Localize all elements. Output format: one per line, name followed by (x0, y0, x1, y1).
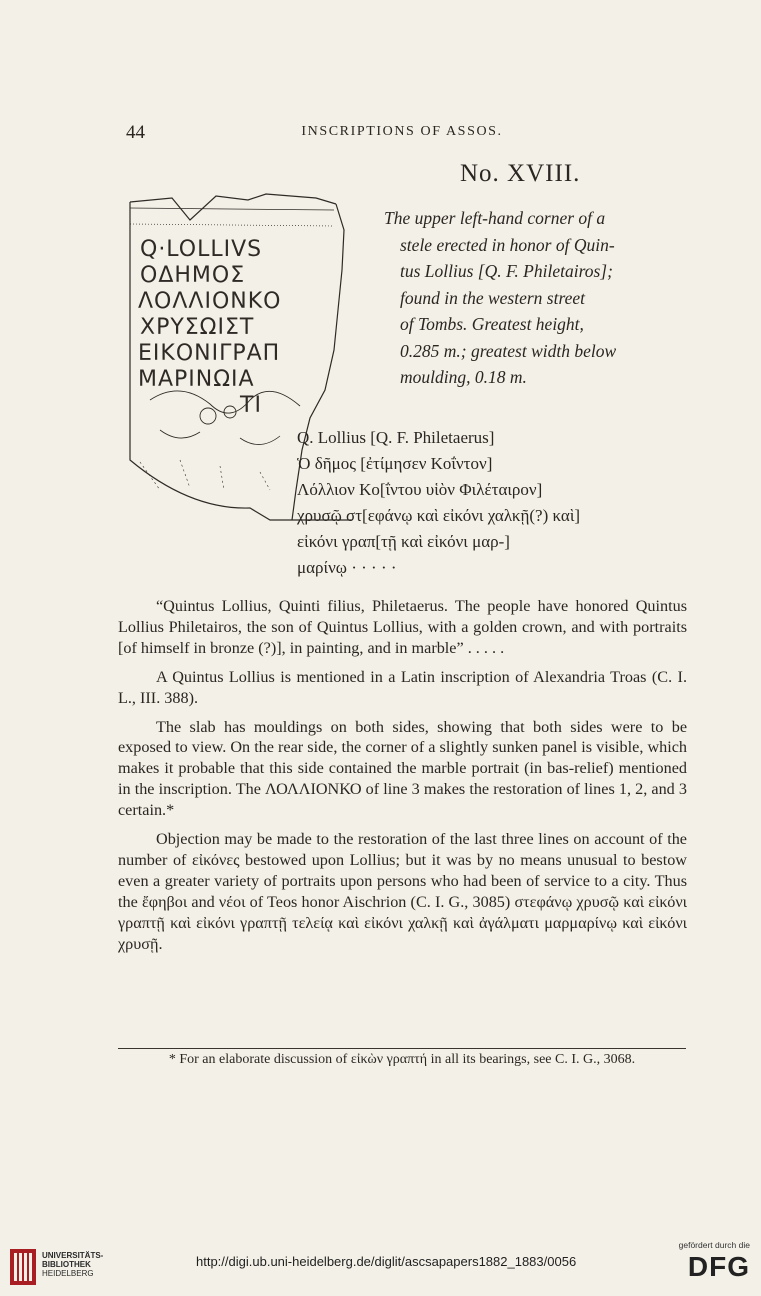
inscription-line: Ὁ δῆμος [ἐτίμησεν Κοΐντον] (297, 454, 493, 473)
body-text (118, 596, 687, 955)
inscription-transcription (297, 425, 580, 581)
inscription-line: χρυσῷ στ[εφάνῳ καὶ εἰκόνι χαλκῇ(?) καὶ] (297, 506, 581, 525)
inscription-line: εἰκόνι γραπ[τῇ καὶ εἰκόνι μαρ-] (297, 532, 510, 551)
university-library-logo[interactable] (8, 1245, 158, 1290)
inscription-line: Λόλλιον Κο[ΐντου υἱὸν Φιλέταιρον] (297, 480, 543, 499)
institution-line: HEIDELBERG (42, 1269, 94, 1278)
stele-line-4: ΧΡΥΣΩΙΣΤ (140, 315, 255, 340)
footnote-divider (118, 1048, 686, 1049)
inscription-line: μαρίνῳ · · · · · (297, 558, 397, 577)
library-emblem-icon (8, 1247, 38, 1287)
dfg-logo: DFG (687, 1251, 750, 1282)
stele-line-2: ΟΔΗΜΟΣ (140, 263, 246, 288)
stele-line-5: ΕΙΚΟΝΙΓΡΑΠ (138, 341, 281, 366)
stele-line-1: Q·LOLLIVS (140, 237, 263, 262)
caption-line: found in the western street (400, 287, 586, 308)
caption-line: stele erected in honor of Quin- (400, 234, 615, 255)
source-url-link[interactable]: http://digi.ub.uni-heidelberg.de/diglit/ascsapapers1882_1883/0056 (196, 1254, 577, 1269)
caption-line: 0.285 m.; greatest width below (400, 340, 617, 361)
institution-line: BIBLIOTHEK (42, 1260, 91, 1269)
paragraph: Objection may be made to the restoration of the last three lines on account of the number of εἰκόνες bestowed upon Lollius; but it was by no means unusual to bestow even a greater variety of portraits upon persons who had been of service to a city. Thus the ἔφηβοι and νέοι of Teos honor Aischrion (C. I. G., 3085) στεφάνῳ χρυσῷ καὶ εἰκόνι γραπτῇ καὶ εἰκόνι γραπτῇ τελείᾳ καὶ εἰκόνι χαλκῇ καὶ ἀγάλματι μαρμαρίνῳ καὶ εἰκόνι χρυσῇ. (118, 830, 687, 953)
paragraph: The slab has mouldings on both sides, showing that both sides were to be exposed to view. On the rear side, the corner of a slightly sunken panel is visible, which makes it probable that this side contained the marble portrait (in bas-relief) mentioned in the inscription. The ΛΟΛΛΙΟΝΚΟ of line 3 makes the restoration of lines 1, 2, and 3 certain.* (118, 717, 687, 820)
caption-line: of Tombs. Greatest height, (400, 314, 584, 334)
running-head: INSCRIPTIONS OF ASSOS. (301, 124, 503, 139)
funder-label: gefördert durch die (678, 1240, 750, 1250)
stele-line-7: ΤΙ (240, 393, 262, 418)
page-header (118, 122, 686, 144)
institution-line: UNIVERSITÄTS- (42, 1251, 104, 1260)
stele-line-3: ΛΟΛΛΙΟΝΚΟ (138, 289, 282, 314)
caption (384, 205, 692, 391)
inscription-number-title: No. XVIII. (460, 160, 581, 187)
institution-name (42, 1251, 103, 1278)
paragraph: “Quintus Lollius, Quinti filius, Philetaerus. The people have honored Quintus Lollius Philetairos, the son of Quintus Lollius, with a golden crown, and with portraits [of himself in bronze (?)], in painting, and in marble” . . . . . (118, 597, 687, 657)
stele-line-6: ΜΑΡΙΝΩΙΑ (138, 367, 255, 392)
caption-line: moulding, 0.18 m. (400, 367, 527, 387)
paragraph: A Quintus Lollius is mentioned in a Latin inscription of Alexandria Troas (C. I. L., III. 388). (118, 667, 687, 707)
footnote: * For an elaborate discussion of εἰκὼν γραπτή in all its bearings, see C. I. G., 3068. (168, 1052, 636, 1067)
caption-line: tus Lollius [Q. F. Philetairos]; (400, 261, 613, 281)
inscription-line: Q. Lollius [Q. F. Philetaerus] (297, 428, 495, 447)
caption-line: The upper left-hand corner of a (384, 208, 606, 228)
page-number: 44 (126, 122, 145, 143)
funder-logo[interactable] (662, 1240, 752, 1290)
